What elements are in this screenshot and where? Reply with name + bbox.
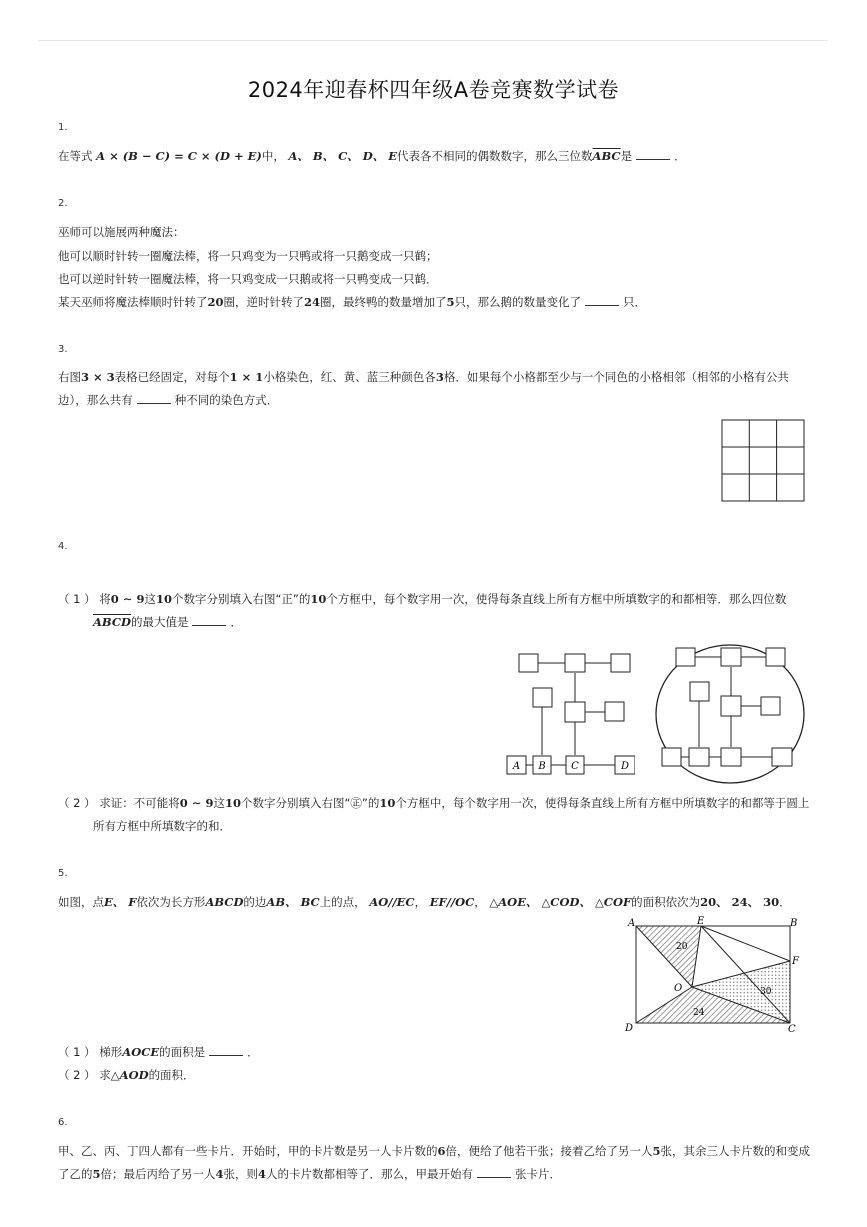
- q1-formula: A × (B − C) = C × (D + E): [96, 149, 262, 163]
- q6-text-a: 甲、乙、丙、丁四人都有一些卡片．开始时，甲的卡片数是另一人卡片数的: [58, 1144, 438, 1158]
- q6-text-e: 倍；最后丙给了另一人: [100, 1167, 216, 1181]
- q4-p1-text-d: 个方框中，每个数字用一次，使得每条直线上所有方框中所填数字的和都相等．那么四位数: [326, 592, 787, 606]
- q5-text-f: ．: [779, 895, 791, 909]
- q1-text-d: 是: [620, 149, 633, 163]
- q4-circled-zheng-figure: [652, 636, 808, 784]
- q5-label-a: A: [628, 918, 636, 929]
- q5-label-b: B: [790, 918, 798, 929]
- q5-sub1-label: （ 1 ）: [58, 1045, 96, 1059]
- q5-text-e: 的面积依次为: [631, 895, 701, 909]
- q6-n6: 6: [437, 1144, 446, 1158]
- q4-p2-range: 0 ∼ 9: [179, 796, 214, 810]
- q4-p1-n10b: 10: [310, 592, 327, 606]
- q5-sub1-text-a: 梯形: [99, 1045, 123, 1059]
- q5-text-b: 依次为长方形: [136, 895, 206, 909]
- q3-text-b: 表格已经固定，对每个: [114, 370, 230, 384]
- q4-zheng-figure: [505, 650, 635, 778]
- q6-text-c: 张，其余三人卡片数的和变成: [660, 1144, 811, 1158]
- q2-text-e: 只．: [623, 295, 647, 309]
- q6-line-1: [58, 1143, 810, 1159]
- q3-number: 3.: [58, 344, 68, 355]
- q4-p2-n10b: 10: [379, 796, 396, 810]
- q3-unit: 1 × 1: [229, 370, 264, 384]
- q5-triangles: △AOE、 △COD、 △COF: [489, 895, 632, 909]
- q1-text-b: 中，: [261, 149, 285, 163]
- q2-line-4: [58, 294, 646, 310]
- q5-area-20: 20: [676, 942, 688, 952]
- q3-text-f: 种不同的染色方式．: [174, 393, 279, 407]
- q4-p1-text-b: 这: [144, 592, 156, 606]
- q5-area-24: 24: [693, 1008, 705, 1018]
- q6-n5: 5: [652, 1144, 661, 1158]
- q4-part2-label: （ 2 ）: [58, 796, 96, 810]
- q4-part2-line-2: 所有方框中所填数字的和．: [93, 819, 231, 833]
- q6-text-d: 了乙的: [58, 1167, 93, 1181]
- q5-sides: AB、 BC: [266, 895, 320, 909]
- q5-sub2: [58, 1067, 195, 1083]
- q5-label-d: D: [625, 1023, 634, 1034]
- q4-p1-end: ．: [230, 615, 242, 629]
- q6-number: 6.: [58, 1117, 68, 1128]
- q5-sub2-text-a: 求: [99, 1068, 111, 1082]
- q5-label-e: E: [697, 916, 705, 927]
- q5-sub2-label: （ 2 ）: [58, 1068, 96, 1082]
- q4-p1-n10: 10: [155, 592, 172, 606]
- q5-sub1-answer-blank[interactable]: [209, 1046, 243, 1056]
- q4-p1-text-a: 将: [99, 592, 111, 606]
- q4-box-label-b: B: [538, 761, 546, 772]
- q2-answer-blank[interactable]: [585, 296, 619, 306]
- q5-sub1: [58, 1044, 259, 1060]
- q4-part2-line-1: [58, 795, 809, 811]
- q4-p1-text-e: 的最大值是: [130, 615, 189, 629]
- q5-sub2-text-b: 的面积．: [148, 1068, 195, 1082]
- q3-n3: 3: [435, 370, 444, 384]
- q6-n5b: 5: [92, 1167, 101, 1181]
- q2-text-c: 圈，最终鸭的数量增加了: [320, 295, 447, 309]
- q2-n24: 24: [304, 295, 321, 309]
- q1-number: 1.: [58, 122, 68, 133]
- q5-parallel-2: EF//OC: [429, 895, 475, 909]
- q2-text-d: 只，那么鹅的数量变化了: [454, 295, 582, 309]
- q4-p2-text-c: 个数字分别填入右图“㊣”的: [240, 796, 380, 810]
- q4-box-label-d: D: [620, 761, 630, 772]
- q2-line-3: 也可以逆时针转一圈魔法棒，将一只鸡变成一只鹅或将一只鸭变成一只鹤．: [58, 272, 438, 286]
- q5-text-a: 如图，点: [58, 895, 104, 909]
- q5-area-30: 30: [760, 987, 772, 997]
- q4-part1-label: （ 1 ）: [58, 592, 96, 606]
- q2-line-1: 巫师可以施展两种魔法：: [58, 225, 185, 239]
- q3-dim: 3 × 3: [81, 370, 115, 384]
- q5-sep2: ，: [474, 895, 486, 909]
- q5-rectangle-figure: [620, 914, 805, 1038]
- q5-points: E、 F: [104, 895, 137, 909]
- top-divider: [38, 40, 828, 41]
- q4-part1-line-1: [58, 591, 786, 607]
- q6-n4b: 4: [258, 1167, 267, 1181]
- q5-line-1: [58, 894, 791, 910]
- q3-text-e: 边），那么共有: [58, 393, 133, 407]
- q5-text-d: 上的点，: [319, 895, 366, 909]
- q5-label-f: F: [792, 956, 799, 967]
- q6-answer-blank[interactable]: [477, 1168, 511, 1178]
- q5-sep: ，: [414, 895, 427, 909]
- q2-n20: 20: [207, 295, 224, 309]
- q5-aod: △AOD: [110, 1068, 149, 1082]
- q6-n4: 4: [215, 1167, 224, 1181]
- q1-abc: $\overline{ABC}$: [592, 149, 621, 163]
- q3-text-a: 右图: [58, 370, 81, 384]
- q2-n5: 5: [446, 295, 455, 309]
- q4-box-label-a: A: [512, 761, 521, 772]
- q3-line-2: [58, 392, 278, 408]
- q4-p2-text-a: 求证：不可能将: [99, 796, 180, 810]
- q6-text-f: 张，则: [223, 1167, 259, 1181]
- q4-p1-range: 0 ∼ 9: [110, 592, 145, 606]
- q1-text-c: 代表各不相同的偶数数字，那么三位数: [397, 149, 593, 163]
- q3-answer-blank[interactable]: [137, 394, 171, 404]
- q3-text-c: 小格染色，红、黄、蓝三种颜色各: [263, 370, 436, 384]
- q3-text-d: 格．如果每个小格都至少与一个同色的小格相邻（相邻的小格有公共: [443, 370, 789, 384]
- page-title: 2024年迎春杯四年级A卷竞赛数学试卷: [247, 78, 620, 102]
- q2-number: 2.: [58, 198, 68, 209]
- q4-abcd: ABCD: [93, 615, 131, 629]
- q5-sub1-end: ．: [247, 1045, 259, 1059]
- q4-box-label-c: C: [571, 761, 579, 772]
- q5-aoce: AOCE: [122, 1045, 160, 1059]
- q1-text-a: 在等式: [58, 149, 93, 163]
- q4-number: 4.: [58, 541, 68, 552]
- q4-p1-answer-blank[interactable]: [192, 616, 226, 626]
- q5-label-c: C: [788, 1024, 796, 1035]
- q5-sub1-text-b: 的面积是: [159, 1045, 206, 1059]
- q1-text: [58, 148, 686, 164]
- q5-text-c: 的边: [243, 895, 267, 909]
- q5-rect: ABCD: [205, 895, 244, 909]
- q5-label-o: O: [674, 983, 683, 994]
- q2-text-a: 某天巫师将魔法棒顺时针转了: [58, 295, 208, 309]
- q5-areas: 20、 24、 30: [700, 895, 780, 909]
- q5-parallel-1: AO//EC: [369, 895, 415, 909]
- q2-text-b: 圈，逆时针转了: [223, 295, 305, 309]
- q4-p2-text-b: 这: [213, 796, 225, 810]
- q3-grid-figure: [721, 419, 806, 502]
- q1-answer-blank[interactable]: [636, 150, 670, 160]
- q2-line-2: 他可以顺时针转一圈魔法棒，将一只鸡变为一只鸭或将一只鹅变成一只鹤；: [58, 249, 438, 263]
- q4-part1-line-2: [93, 614, 242, 630]
- q6-text-h: 张卡片．: [515, 1167, 562, 1181]
- q6-text-b: 倍，便给了他若干张；接着乙给了另一人: [445, 1144, 653, 1158]
- q6-line-2: [58, 1166, 561, 1182]
- q1-letters: A、 B、 C、 D、 E: [288, 149, 398, 163]
- q3-line-1: [58, 369, 789, 385]
- q4-p2-text-d: 个方框中，每个数字用一次，使得每条直线上所有方框中所填数字的和都等于圆上: [395, 796, 810, 810]
- q6-text-g: 人的卡片数都相等了．那么，甲最开始有: [266, 1167, 474, 1181]
- q1-end: ．: [674, 149, 686, 163]
- q4-p2-n10: 10: [224, 796, 241, 810]
- q5-number: 5.: [58, 868, 68, 879]
- q4-p1-text-c: 个数字分别填入右图“正”的: [171, 592, 311, 606]
